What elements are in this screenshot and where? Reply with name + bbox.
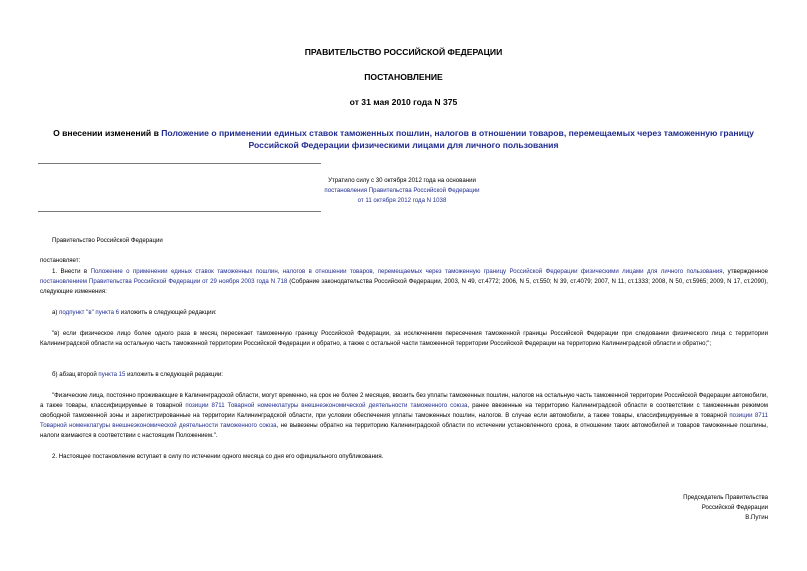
quote-b-paragraph	[40, 391, 768, 441]
sub-b-suffix: изложить в следующей редакции:	[125, 371, 223, 378]
decrees-line: постановляет:	[40, 257, 81, 264]
item-1-prefix: 1. Внести в	[52, 268, 91, 275]
quote-b-part-2: , ранее ввезенные на территорию Калининградской области в соответствии с таможенным режимом свободной таможенной зоны и зарегистрированные на территории Калининградской области, при условии обеспечения уплаты таможенных пошлин, налогов. В случае если автомобили, а также товары, классифицируемые в товарной	[40, 402, 768, 419]
sub-a-suffix: изложить в следующей редакции:	[119, 309, 217, 316]
expiry-decree-link[interactable]: постановления Правительства Российской Федерации	[324, 187, 480, 194]
item-1-suffix: (Собрание законодательства Российской Федерации, 2003, N 49, ст.4772; 2006, N 5, ст.550; N 39, ст.4079; 2007, N 11, ст.1333; 2008, N 50, ст.5965; 2009, N 17, ст.2090), следующие изменения:	[40, 278, 768, 295]
title-regulation-link-continued[interactable]: Российской Федерации физическими лицами для личного пользования	[248, 140, 559, 150]
document-date-number: от 31 мая 2010 года N 375	[349, 97, 458, 107]
position-8711-link-2[interactable]: позиции 8711 Товарной номенклатуры внешнеэкономической деятельности таможенного союза	[40, 412, 768, 429]
signatory-name: В.Путин	[745, 514, 768, 521]
document-title	[40, 127, 767, 151]
title-regulation-link[interactable]: Положение о применении единых ставок таможенных пошлин, налогов в отношении товаров, перемещаемых через таможенную границу	[161, 128, 754, 138]
paragraph-15-link[interactable]: пункта 15	[98, 371, 126, 378]
signatory-country: Российской Федерации	[701, 504, 768, 511]
expiry-decree-date-link[interactable]: от 11 октября 2012 года N 1038	[357, 197, 447, 204]
item-1-mid: , утвержденное	[722, 268, 768, 275]
sub-a-paragraph	[52, 308, 452, 318]
government-heading: ПРАВИТЕЛЬСТВО РОССИЙСКОЙ ФЕДЕРАЦИИ	[304, 47, 503, 57]
title-prefix: О внесении изменений в	[53, 128, 162, 138]
document-type: ПОСТАНОВЛЕНИЕ	[364, 72, 443, 82]
expiry-text: Утратило силу с 30 октября 2012 года на основании	[328, 177, 476, 184]
quote-b-part-1: "Физические лица, постоянно проживающие в Калининградской области, могут временно, на срок не более 2 месяцев, ввозить без уплаты таможенных пошлин, налогов на остальную часть таможенной территории Российской Федерации автомобили, а также товары, классифицируемые в товарной	[40, 392, 768, 409]
decree-718-link[interactable]: постановлением Правительства Российской Федерации от 29 ноября 2003 года N 718	[40, 278, 288, 285]
quote-a-paragraph: "в) если физическое лицо более одного раза в месяц пересекает таможенную границу Российской Федерации, за исключением пересечения таможенной границы Российской Федерации при следовании физического лица с территории Калининградской области на остальную часть таможенной территории Российской Федерации и обратно, а также с остальной части таможенной территории Российской Федерации на территорию Калининградской области и обратно;";	[40, 330, 768, 347]
position-8711-link[interactable]: позиции 8711 Товарной номенклатуры внешнеэкономической деятельности таможенного союза	[185, 402, 468, 409]
divider-bottom	[38, 211, 321, 212]
regulation-link[interactable]: Положение о применении единых ставок таможенных пошлин, налогов в отношении товаров, перемещаемых через таможенную границу Российской Федерации физическими лицами для личного пользования	[90, 268, 723, 275]
item-1-paragraph	[40, 267, 768, 297]
item-2-paragraph: 2. Настоящее постановление вступает в силу по истечении одного месяца со дня его официального опубликования.	[52, 453, 384, 460]
sub-a-prefix: а)	[52, 309, 60, 316]
issuer-line: Правительство Российской Федерации	[52, 237, 163, 244]
sub-b-prefix: б) абзац второй	[52, 371, 99, 378]
divider-top	[38, 163, 321, 164]
signature-block	[683, 493, 768, 523]
sub-b-paragraph	[52, 370, 452, 380]
subparagraph-link[interactable]: подпункт "в" пункта 6	[59, 309, 120, 316]
signatory-title: Председатель Правительства	[683, 494, 768, 501]
expiry-notice	[310, 176, 494, 206]
quote-b-part-3: , не вывезены обратно на территорию Калининградской области по истечении установленного срока, в отношении таких автомобилей и товаров таможенные пошлины, налоги взимаются в соответствии с настоящим Положением.".	[40, 422, 768, 439]
